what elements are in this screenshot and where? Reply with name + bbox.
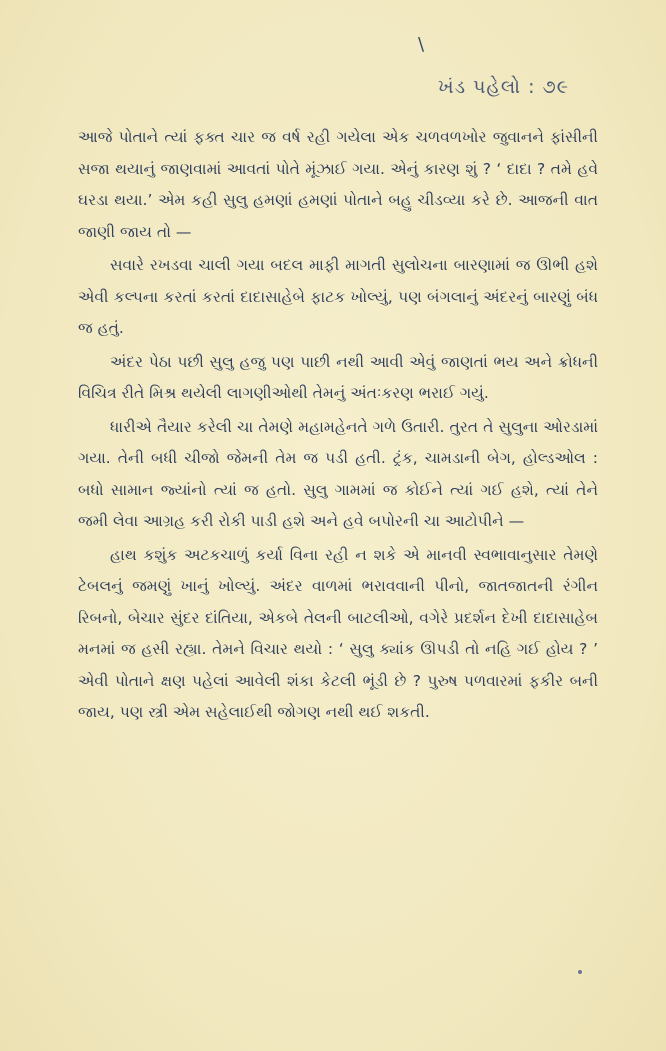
paragraph-2: સવારે રખડવા ચાલી ગયા બદલ માફી માગતી સુલોચના બારણામાં જ ઊભી હશે એવી કલ્પના કરતાં કરતાં દાદાસાહેબે ફાટક ખોલ્યું, પણ બંગલાનું અંદરનું બારણું બંધ જ હતું. xyxy=(78,256,598,337)
ink-dot xyxy=(578,970,582,974)
body-text xyxy=(78,122,598,729)
paragraph-4: ધારીએ તૈયાર કરેલી ચા તેમણે મહામહેનતે ગળે ઉતારી. તુરત તે સુલુના ઓરડામાં ગયા. તેની બધી ચીજો જેમની તેમ જ પડી હતી. ટ્રંક, ચામડાની બેગ, હોલ્ડઓલ : બધો સામાન જ્યાંનો ત્યાં જ હતો. સુલુ ગામમાં જ કોઈને ત્યાં ગઈ હશે, ત્યાં તેને જમી લેવા આગ્રહ કરી રોકી પાડી હશે અને હવે બપોરની ચા આટોપીને — xyxy=(78,417,598,530)
paragraph-3: અંદર પેઠા પછી સુલુ હજુ પણ પાછી નથી આવી એવું જાણતાં ભય અને ક્રોધની વિચિત્ર રીતે મિશ્ર થયેલી લાગણીઓથી તેમનું અંતઃકરણ ભરાઈ ગયું. xyxy=(78,352,598,402)
paragraph-5: હાથ કશુંક અટકચાળું કર્યા વિના રહી ન શકે એ માનવી સ્વભાવાનુસાર તેમણે ટેબલનું જમણું ખાનું ખોલ્યું. અંદર વાળમાં ભરાવવાની પીનો, જાતજાતની રંગીન રિબનો, બેચાર સુંદર દાંતિયા, એકબે તેલની બાટલીઓ, વગેરે પ્રદર્શન દેખી દાદાસાહેબ મનમાં જ હસી રહ્યા. તેમને વિચાર થયો : ‘ સુલુ ક્યાંક ઊપડી તો નહિ ગઈ હોય ? ’ એવી પોતાને ક્ષણ પહેલાં આવેલી શંકા કેટલી ભૂંડી છે ? પુરુષ પળવારમાં ફકીર બની જાય, પણ સ્ત્રી એમ સહેલાઈથી જોગણ નથી થઈ શકતી. xyxy=(78,545,598,721)
running-head: ખંડ પહેલો : ૭૯ xyxy=(438,76,569,98)
paragraph-1: આજે પોતાને ત્યાં ફક્ત ચાર જ વર્ષ રહી ગયેલા એક ચળવળખોર જુવાનને ફાંસીની સજા થયાનું જાણવામાં આવતાં પોતે મૂંઝાઈ ગયા. એનું કારણ શું ? ‘ દાદા ? તમે હવે ઘરડા થયા.’ એમ કહી સુલુ હમણાં હમણાં પોતાને બહુ ચીડવ્યા કરે છે. આજની વાત જાણી જાય તો — xyxy=(78,128,598,241)
page-mark: \ xyxy=(418,34,425,55)
